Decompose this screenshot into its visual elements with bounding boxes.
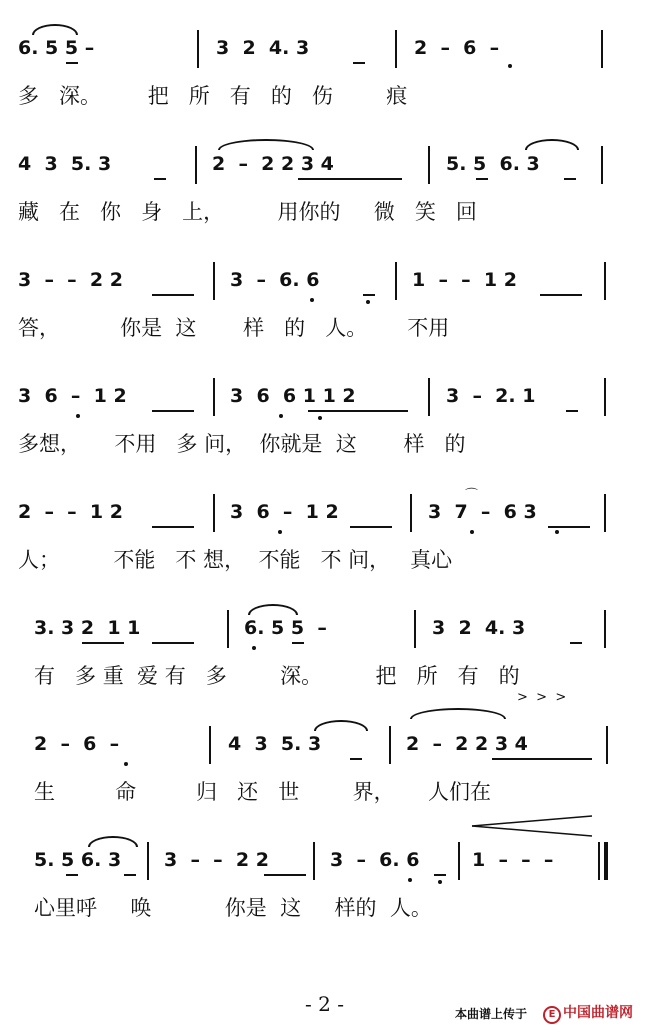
score-system-8: [0, 812, 645, 927]
barline: [604, 378, 606, 416]
barline: [428, 378, 430, 416]
score-system-2: [0, 116, 645, 231]
low-octave-dot: [310, 298, 314, 302]
slur: [525, 139, 579, 150]
underline: [152, 410, 194, 412]
barline: [227, 610, 229, 648]
barline: [395, 30, 397, 68]
barline: [313, 842, 315, 880]
measure-notes: 2 – 6 –: [414, 37, 500, 59]
source-caption: 本曲谱上传于: [455, 1007, 528, 1021]
measure-notes: 4 3 5. 3: [228, 733, 322, 755]
barline: [410, 494, 412, 532]
low-octave-dot: [279, 414, 283, 418]
barline: [604, 494, 606, 532]
underline: [350, 526, 392, 528]
underline: [308, 410, 408, 412]
fermata-mark: ⌒: [465, 488, 479, 503]
decrescendo-mark: [470, 814, 595, 840]
underline: [66, 874, 78, 876]
barline: [195, 146, 197, 184]
barline: [147, 842, 149, 880]
barline: [458, 842, 460, 880]
measure-notes: 3 – 2. 1: [446, 385, 536, 407]
lyric-line: 答， 你是 这 样 的 人。 不用: [18, 316, 450, 340]
lyric-line: 有 多 重 爱 有 多 深。 把 所 有 的: [34, 664, 520, 688]
low-octave-dot: [278, 530, 282, 534]
score-system-7: [0, 690, 645, 811]
score-system-5: [0, 464, 645, 579]
barline: [601, 146, 603, 184]
measure-notes: 3 – 6. 6: [330, 849, 420, 871]
slur: [218, 139, 314, 150]
barline: [213, 494, 215, 532]
measure-notes: 3. 3 2 1 1: [34, 617, 141, 639]
underline: [298, 178, 402, 180]
measure-notes: 3 – – 2 2: [18, 269, 123, 291]
slur: [32, 24, 78, 35]
underline: [152, 294, 194, 296]
score-system-4: [0, 348, 645, 463]
slur: [88, 836, 138, 847]
low-octave-dot: [508, 64, 512, 68]
underline: [363, 294, 375, 296]
barline: [213, 378, 215, 416]
measure-notes: 3 – 6. 6: [230, 269, 320, 291]
score-system-1: [0, 0, 645, 115]
underline: [350, 758, 362, 760]
lyric-line: 多想， 不用 多 问， 你就是 这 样 的: [18, 432, 466, 456]
measure-notes: 3 2 4. 3: [432, 617, 526, 639]
low-octave-dot: [408, 878, 412, 882]
logo-mark-icon: E: [543, 1006, 561, 1024]
underline: [264, 874, 306, 876]
measure-notes: 5. 5 6. 3: [34, 849, 122, 871]
underline: [152, 642, 194, 644]
underline: [152, 526, 194, 528]
measure-notes: 3 6 6 1 1 2: [230, 385, 356, 407]
page-number: - 2 -: [305, 992, 344, 1016]
underline: [570, 642, 582, 644]
measure-notes: 2 – 6 –: [34, 733, 120, 755]
underline: [564, 178, 576, 180]
underline: [492, 758, 592, 760]
barline: [213, 262, 215, 300]
lyric-line: 藏 在 你 身 上， 用你的 微 笑 回: [18, 200, 477, 224]
underline: [353, 62, 365, 64]
measure-notes: 3 6 – 1 2: [230, 501, 339, 523]
measure-notes: 2 – 2 2 3 4: [212, 153, 334, 175]
lyric-line: 心里呼 唤 你是 这 样的 人。: [34, 896, 432, 920]
low-octave-dot: [318, 416, 322, 420]
underline: [124, 874, 136, 876]
underline: [292, 642, 304, 644]
measure-notes: 2 – – 1 2: [18, 501, 123, 523]
underline: [66, 62, 78, 64]
measure-notes: 3 7 – 6 3: [428, 501, 537, 523]
barline: [395, 262, 397, 300]
underline: [476, 178, 488, 180]
score-system-6: [0, 580, 645, 695]
measure-notes: 2 – 2 2 3 4: [406, 733, 528, 755]
measure-notes: 3 – – 2 2: [164, 849, 269, 871]
barline: [604, 262, 606, 300]
underline: [540, 294, 582, 296]
site-logo[interactable]: [543, 1002, 633, 1024]
measure-notes: 6. 5 5 –: [18, 37, 95, 59]
low-octave-dot: [366, 300, 370, 304]
underline: [82, 642, 124, 644]
measure-notes: 5. 5 6. 3: [446, 153, 540, 175]
slur: [410, 708, 506, 719]
measure-notes: 3 6 – 1 2: [18, 385, 127, 407]
barline: [197, 30, 199, 68]
accent-marks: > > >: [517, 690, 567, 705]
low-octave-dot: [76, 414, 80, 418]
underline: [548, 526, 590, 528]
lyric-line: 生 命 归 还 世 界， 人们在: [34, 780, 491, 804]
barline: [601, 30, 603, 68]
final-barline-thick: [604, 842, 608, 880]
underline: [434, 874, 446, 876]
low-octave-dot: [124, 762, 128, 766]
low-octave-dot: [252, 646, 256, 650]
score-system-3: [0, 232, 645, 347]
barline: [209, 726, 211, 764]
barline: [606, 726, 608, 764]
measure-notes: 1 – – 1 2: [412, 269, 517, 291]
final-barline-thin: [598, 842, 600, 880]
measure-notes: 4 3 5. 3: [18, 153, 112, 175]
barline: [428, 146, 430, 184]
slur: [248, 604, 298, 615]
barline: [389, 726, 391, 764]
low-octave-dot: [470, 530, 474, 534]
measure-notes: 6. 5 5 –: [244, 617, 327, 639]
slur: [314, 720, 368, 731]
barline: [604, 610, 606, 648]
underline: [154, 178, 166, 180]
logo-text: 中国曲谱网: [563, 1005, 633, 1021]
low-octave-dot: [438, 880, 442, 884]
measure-notes: 1 – – –: [472, 849, 554, 871]
underline: [566, 410, 578, 412]
low-octave-dot: [555, 530, 559, 534]
lyric-line: 多 深。 把 所 有 的 伤 痕: [18, 84, 408, 108]
measure-notes: 3 2 4. 3: [216, 37, 310, 59]
lyric-line: 人； 不能 不 想， 不能 不 问， 真心: [18, 548, 453, 572]
barline: [414, 610, 416, 648]
